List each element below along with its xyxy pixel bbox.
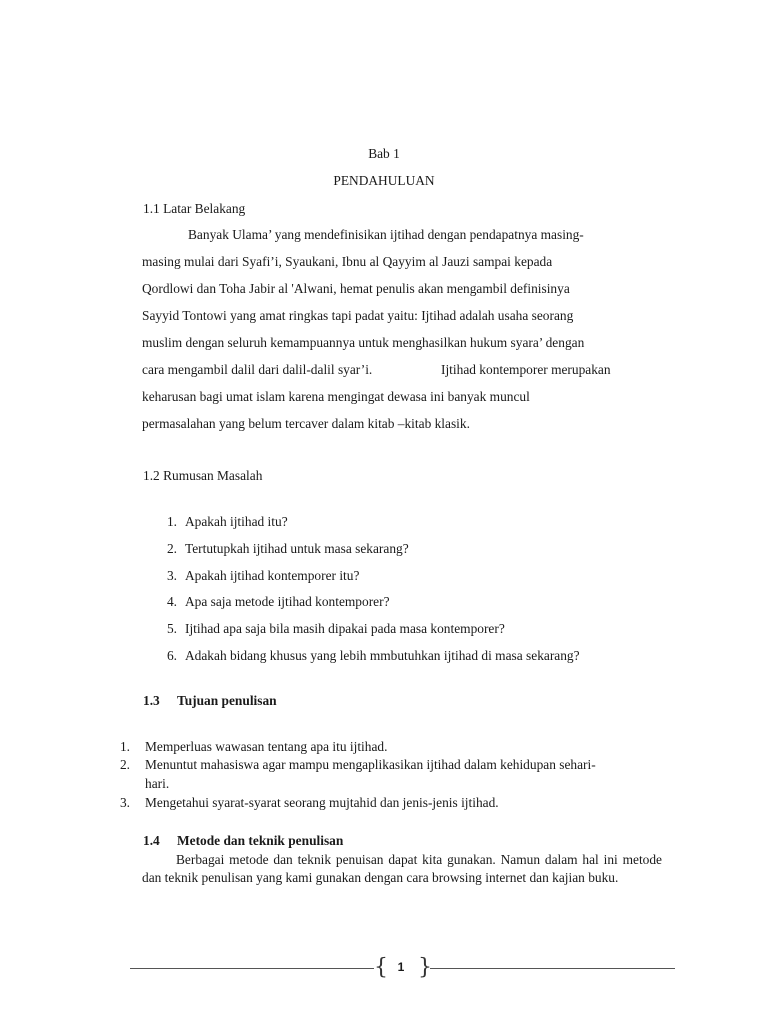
list-item-text: Menuntut mahasiswa agar mampu mengaplikasikan ijtihad dalam kehidupan sehari- [145,757,596,772]
list-item-number: 4. [166,594,177,609]
paragraph-line: keharusan bagi umat islam karena mengingat dewasa ini banyak muncul [142,389,530,404]
list-item [155,514,288,530]
chapter-label: Bab 1 [368,146,400,161]
paragraph-line: muslim dengan seluruh kemampuannya untuk menghasilkan hukum syara’ dengan [142,335,585,350]
list-item-text: Apakah ijtihad kontemporer itu? [185,568,360,583]
footer-bracket-right: } [418,955,432,980]
paragraph-line: permasalahan yang belum tercaver dalam kitab –kitab klasik. [142,416,470,431]
section-number-tujuan: 1.3 [143,693,160,708]
footer-rule-left [130,968,374,969]
list-item [108,757,130,773]
list-item-number: 1. [119,739,130,754]
paragraph-line: Qordlowi dan Toha Jabir al 'Alwani, hemat penulis akan mengambil definisinya [142,281,570,296]
page-number: 1 [397,960,405,974]
list-item-number: 1. [166,514,177,529]
section-heading-rumusan-masalah: 1.2 Rumusan Masalah [143,468,263,483]
list-item-number: 2. [166,541,177,556]
list-item-text: Apa saja metode ijtihad kontemporer? [185,594,390,609]
list-item-number: 2. [119,757,130,772]
section-number-metode: 1.4 [143,833,160,848]
list-item [108,739,130,755]
list-item-text: Ijtihad apa saja bila masih dipakai pada masa kontemporer? [185,621,505,636]
paragraph-line: cara mengambil dalil dari dalil-dalil syar’i. [142,362,373,377]
footer-bracket-left: { [374,955,388,980]
list-item-text: hari. [145,776,170,791]
list-item-text: Mengetahui syarat-syarat seorang mujtahid dan jenis-jenis ijtihad. [145,795,499,810]
paragraph-line: masing mulai dari Syafi’i, Syaukani, Ibnu al Qayyim al Jauzi sampai kepada [142,254,553,269]
list-item-text: Tertutupkah ijtihad untuk masa sekarang? [185,541,409,556]
list-item-number: 6. [166,648,177,663]
paragraph-metode: Berbagai metode dan teknik penuisan dapat kita gunakan. Namun dalam hal ini metode dan teknik penulisan yang kami gunakan dengan cara browsing internet dan kajian buku. [142,852,662,885]
paragraph-line: Ijtihad kontemporer merupakan [441,362,611,377]
list-item [155,648,580,664]
section-heading-tujuan-penulisan: Tujuan penulisan [177,693,277,708]
section-heading-latar-belakang: 1.1 Latar Belakang [143,201,246,216]
chapter-title: PENDAHULUAN [333,173,435,188]
list-item-text: Adakah bidang khusus yang lebih mmbutuhkan ijtihad di masa sekarang? [185,648,580,663]
list-item [155,568,359,584]
footer-rule-right [430,968,675,969]
paragraph-line: Sayyid Tontowi yang amat ringkas tapi padat yaitu: Ijtihad adalah usaha seorang [142,308,574,323]
list-item [155,541,409,557]
list-item-text: Apakah ijtihad itu? [185,514,288,529]
list-item [155,594,390,610]
list-item [108,795,130,811]
list-item [155,621,505,637]
list-item-number: 3. [119,795,130,810]
paragraph-line: Banyak Ulama’ yang mendefinisikan ijtihad dengan pendapatnya masing- [188,227,584,242]
section-heading-metode: Metode dan teknik penulisan [177,833,344,848]
list-item-text: Memperluas wawasan tentang apa itu ijtihad. [145,739,388,754]
list-item-number: 3. [166,568,177,583]
list-item-number: 5. [166,621,177,636]
